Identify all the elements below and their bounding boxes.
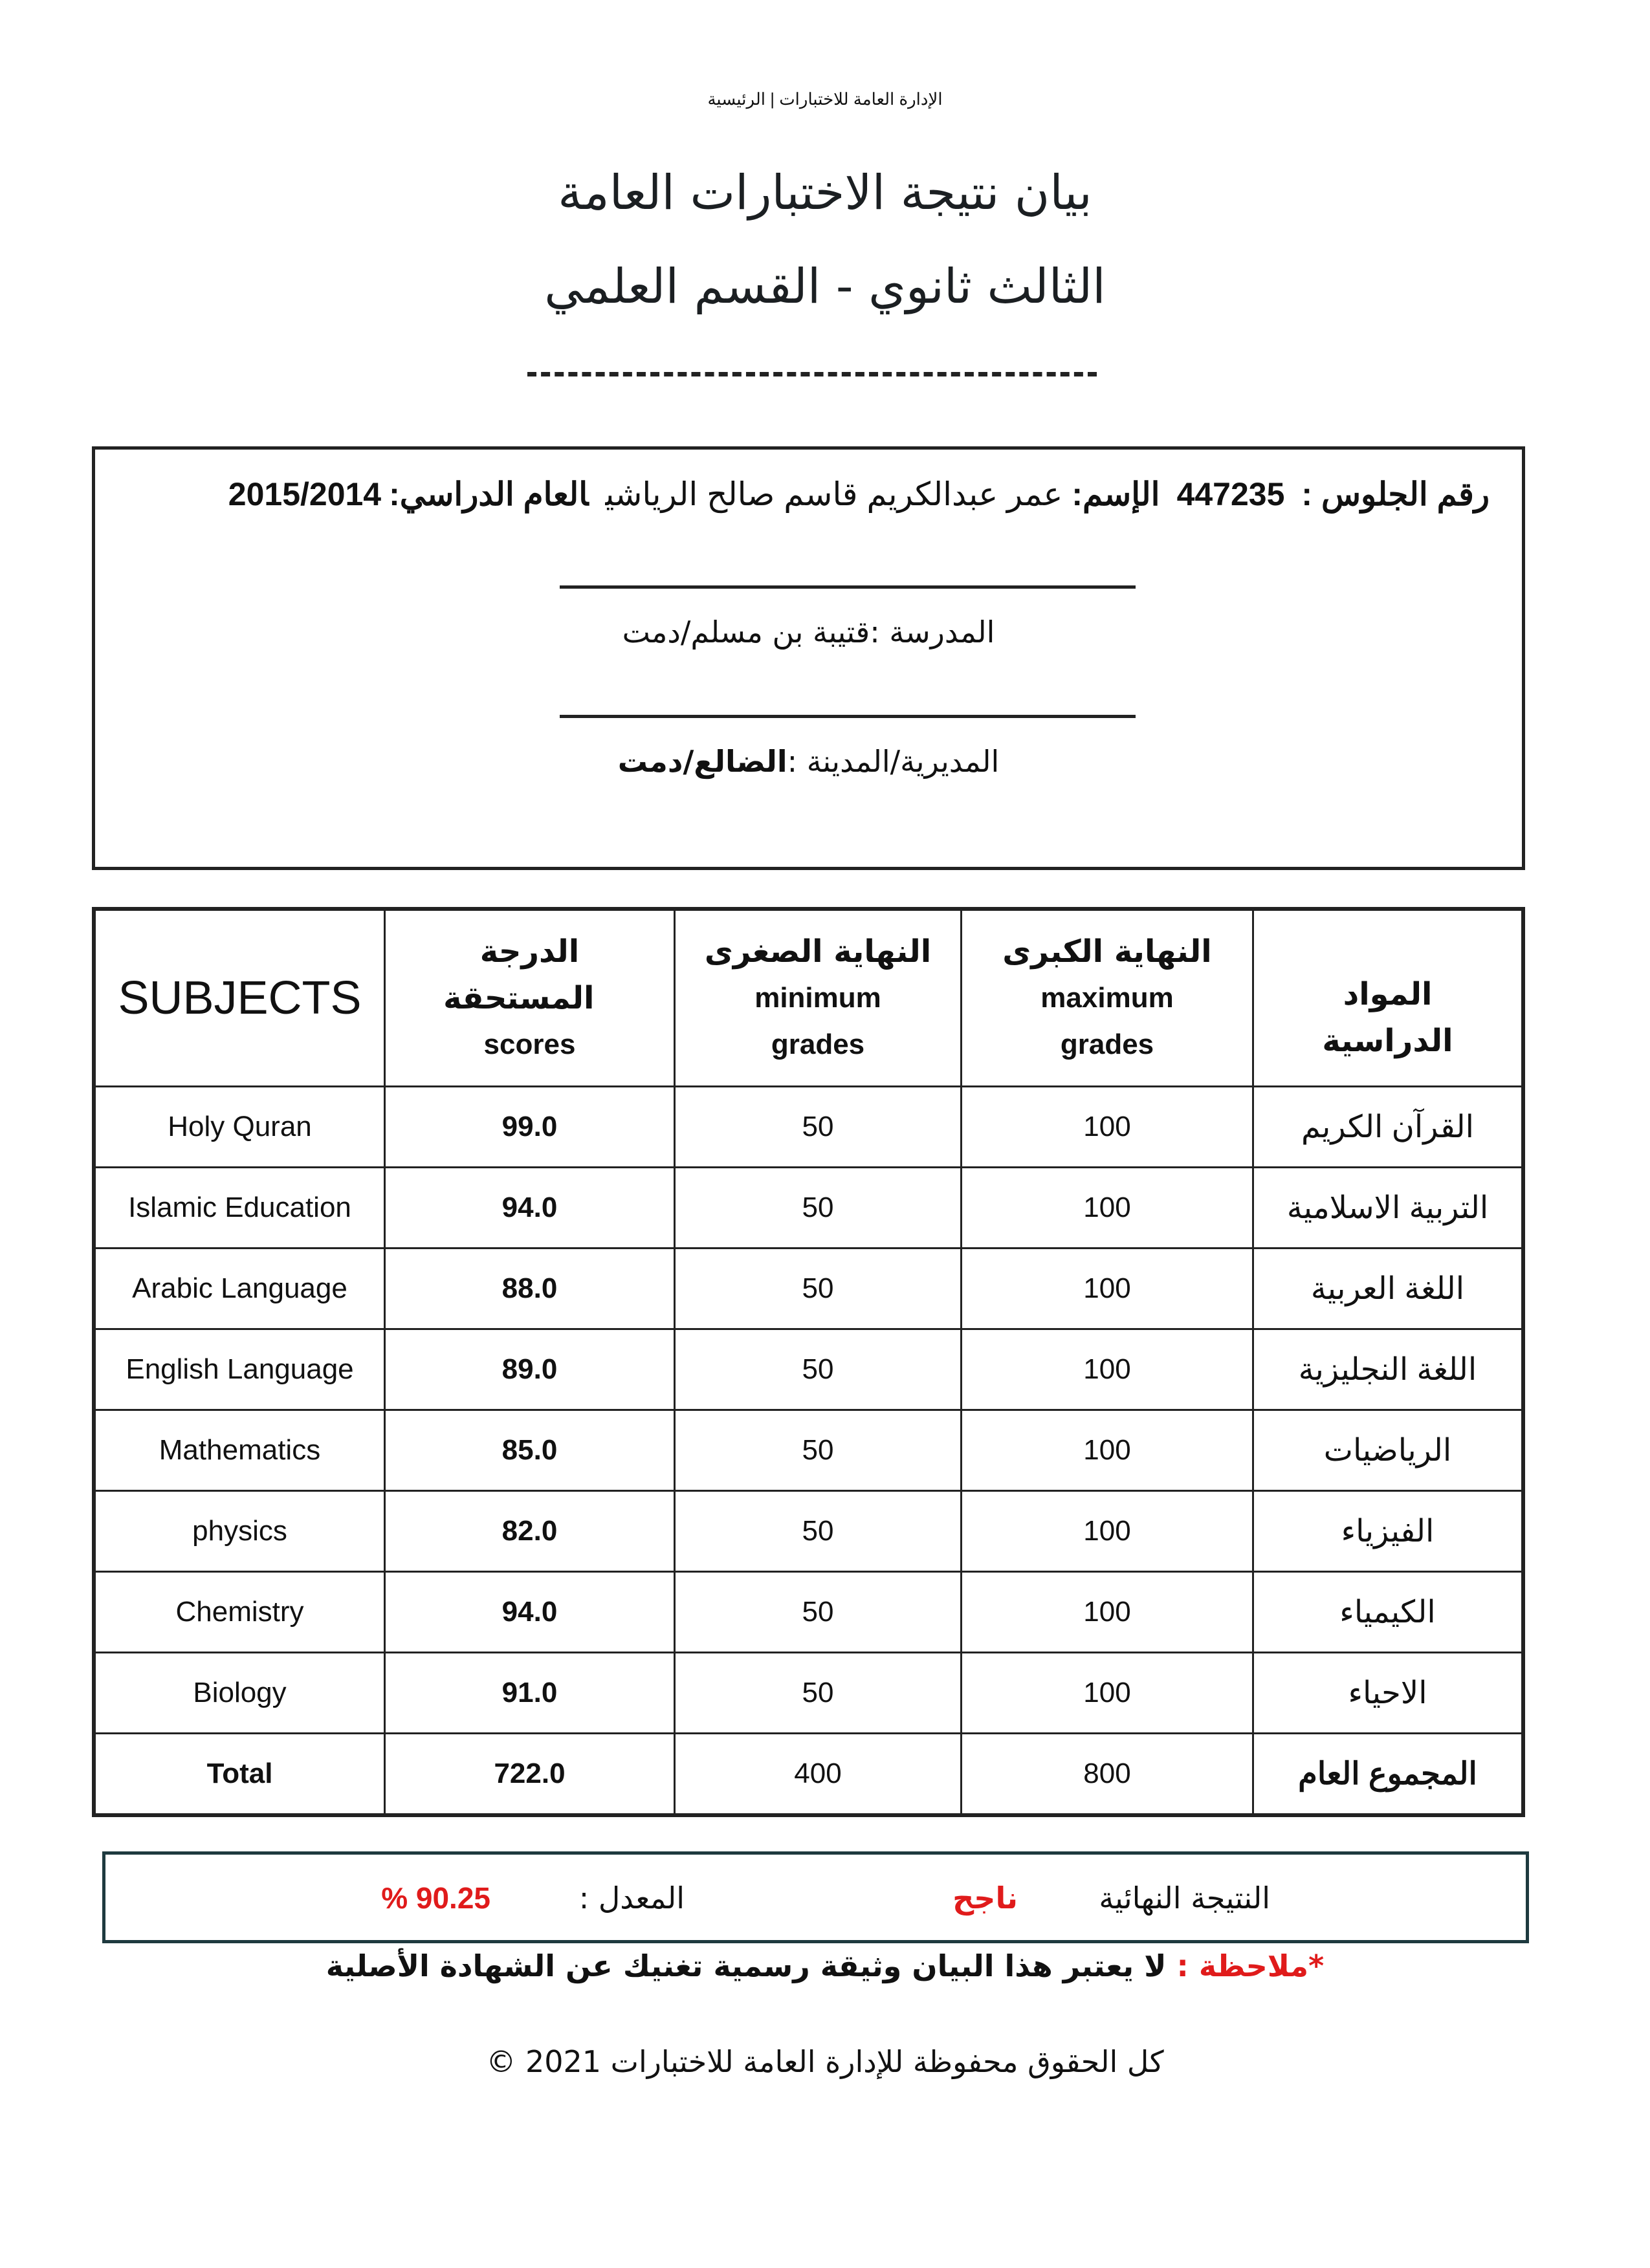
subject-ar: الكيمياء [1253,1572,1524,1653]
subject-ar: الرياضيات [1253,1410,1524,1491]
table-row [94,1410,1523,1491]
table-row [94,1087,1523,1168]
subject-max: 100 [962,1168,1253,1248]
subject-en: Chemistry [94,1572,385,1653]
total-ar: المجموع العام [1253,1734,1524,1816]
student-info-row [212,475,1490,513]
subject-ar: القرآن الكريم [1253,1087,1524,1168]
table-row [94,1653,1523,1734]
total-row [94,1734,1523,1816]
page-title: بيان نتيجة الاختبارات العامة [558,165,1092,221]
subject-score: 91.0 [385,1653,675,1734]
header-subjects-en [94,909,385,1087]
student-info-box [92,446,1525,870]
subject-ar: الاحياء [1253,1653,1524,1734]
header-score-ar: الدرجة المستحقة [443,933,595,1016]
header-max [962,909,1253,1087]
subject-min: 50 [675,1572,962,1653]
subject-ar: اللغة العربية [1253,1248,1524,1329]
header-max-en1: maximum [1040,982,1174,1014]
header-subjects-en-text: SUBJECTS [118,972,362,1024]
page-subtitle: الثالث ثانوي - القسم العلمي [544,259,1106,314]
subject-en: Mathematics [94,1410,385,1491]
table-row [94,1168,1523,1248]
district-underline [560,715,1136,718]
disclaimer-note [0,1948,1650,1983]
subject-score: 88.0 [385,1248,675,1329]
final-result-label: النتيجة النهائية [1099,1881,1270,1915]
subject-min: 50 [675,1329,962,1410]
copyright-footer: كل الحقوق محفوظة للإدارة العامة للاختبارات 2021 © [486,2044,1164,2079]
subject-max: 100 [962,1410,1253,1491]
title-divider [527,372,1097,376]
subject-min: 50 [675,1168,962,1248]
grades-table [92,907,1525,1817]
district-line [95,744,1522,779]
subject-min: 50 [675,1087,962,1168]
header-subjects-ar-text: المواد الدراسية [1322,976,1453,1059]
subject-ar: اللغة النجليزية [1253,1329,1524,1410]
subject-ar: الفيزياء [1253,1491,1524,1572]
district-name: الضالع/دمت [617,744,787,779]
total-max: 800 [962,1734,1253,1816]
subject-max: 100 [962,1087,1253,1168]
average-value: % 90.25 [381,1881,490,1915]
average-label: المعدل : [578,1881,685,1915]
table-row [94,1491,1523,1572]
district-label: المديرية/المدينة : [787,744,1000,779]
subject-max: 100 [962,1248,1253,1329]
seat-label: رقم الجلوس : [1301,476,1490,512]
subject-max: 100 [962,1329,1253,1410]
subject-en: Arabic Language [94,1248,385,1329]
subject-en: Islamic Education [94,1168,385,1248]
subject-score: 94.0 [385,1572,675,1653]
header-min [675,909,962,1087]
subject-min: 50 [675,1653,962,1734]
seat-number: 447235 [1176,476,1285,512]
header-subjects-ar [1253,909,1524,1087]
student-name: عمر عبدالكريم قاسم صالح الرياشي [605,476,1063,512]
subject-score: 89.0 [385,1329,675,1410]
header-min-en1: minimum [754,982,881,1014]
school-name: قتيبة بن مسلم/دمت [622,615,870,649]
subject-min: 50 [675,1248,962,1329]
subject-score: 82.0 [385,1491,675,1572]
breadcrumb: الإدارة العامة للاختبارات | الرئيسية [707,89,943,109]
subject-en: English Language [94,1329,385,1410]
header-score [385,909,675,1087]
table-row [94,1329,1523,1410]
result-box [102,1851,1529,1943]
school-underline [560,585,1136,589]
school-line [95,615,1522,649]
subject-en: Holy Quran [94,1087,385,1168]
subject-en: physics [94,1491,385,1572]
header-max-en2: grades [1060,1029,1154,1060]
academic-year: 2015/2014 [228,476,382,512]
subject-score: 94.0 [385,1168,675,1248]
header-score-en: scores [483,1029,576,1060]
subject-ar: التربية الاسلامية [1253,1168,1524,1248]
year-label: العام الدراسي: [389,476,589,512]
table-row [94,1248,1523,1329]
subject-max: 100 [962,1491,1253,1572]
name-label: الإسم: [1072,476,1160,512]
header-min-ar: النهاية الصغرى [704,933,932,970]
total-min: 400 [675,1734,962,1816]
header-max-ar: النهاية الكبرى [1002,933,1212,970]
subject-min: 50 [675,1410,962,1491]
total-score: 722.0 [385,1734,675,1816]
subject-score: 85.0 [385,1410,675,1491]
subject-min: 50 [675,1491,962,1572]
note-label: *ملاحظة : [1176,1948,1325,1983]
subject-max: 100 [962,1572,1253,1653]
note-text: لا يعتبر هذا البيان وثيقة رسمية تغنيك عن الشهادة الأصلية [325,1948,1167,1983]
table-row [94,1572,1523,1653]
subject-en: Biology [94,1653,385,1734]
school-label: المدرسة : [870,615,995,649]
subject-max: 100 [962,1653,1253,1734]
subject-score: 99.0 [385,1087,675,1168]
table-header-row [94,909,1523,1087]
final-result-value: ناجح [952,1881,1018,1915]
total-en: Total [94,1734,385,1816]
header-min-en2: grades [771,1029,865,1060]
